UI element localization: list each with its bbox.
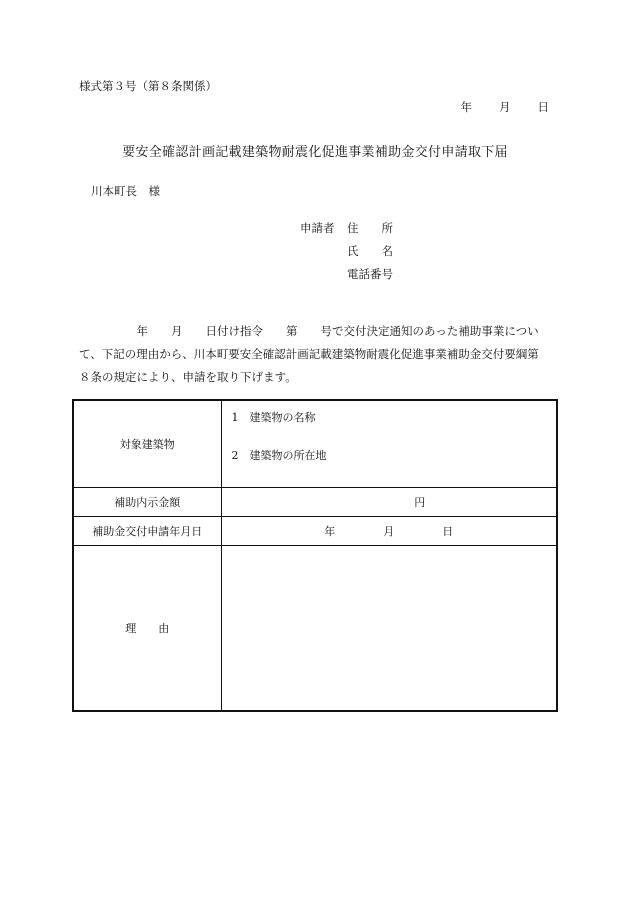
amount-cell[interactable] — [221, 487, 557, 516]
apply-date-day: 日 — [442, 524, 454, 538]
building-name-item: 1 建築物の名称 — [231, 411, 316, 424]
apply-date-cell[interactable] — [221, 516, 557, 545]
reason-label: 理 由 — [73, 545, 221, 711]
building-label: 対象建築物 — [73, 400, 221, 487]
applicant-address-label: 住 所 — [347, 221, 393, 235]
withdrawal-form-table — [72, 399, 558, 712]
body-line-2: て、下記の理由から、川本町要安全確認計画記載建築物耐震化促進事業補助金交付要綱第 — [79, 347, 539, 361]
header-date-month: 月 — [499, 100, 511, 114]
body-text — [79, 320, 551, 389]
applicant-name-label: 氏 名 — [347, 244, 393, 258]
amount-label: 補助内示金額 — [73, 487, 221, 516]
apply-date-year: 年 — [324, 524, 336, 538]
apply-date-month: 月 — [383, 524, 395, 538]
header-date-year: 年 — [460, 100, 472, 114]
header-date-day: 日 — [537, 100, 549, 114]
table-row-amount — [73, 487, 557, 516]
applicant-label: 申請者 — [300, 221, 335, 235]
amount-unit: 円 — [414, 495, 426, 509]
building-cell[interactable] — [221, 400, 557, 487]
body-line-1: 年 月 日付け指令 第 号で交付決定通知のあった補助事業につい — [79, 324, 539, 338]
form-number: 様式第３号（第８条関係） — [79, 79, 217, 93]
reason-cell[interactable] — [221, 545, 557, 711]
building-location-item: 2 建築物の所在地 — [231, 449, 327, 462]
document-title: 要安全確認計画記載建築物耐震化促進事業補助金交付申請取下届 — [122, 145, 508, 160]
applicant-phone-label: 電話番号 — [347, 267, 393, 281]
table-row-apply-date — [73, 516, 557, 545]
header-date — [0, 99, 549, 115]
apply-date-label: 補助金交付申請年月日 — [73, 516, 221, 545]
table-row-reason — [73, 545, 557, 711]
addressee: 川本町長 様 — [91, 184, 160, 198]
body-line-3: ８条の規定により、申請を取り下げます。 — [79, 370, 297, 384]
table-row-building — [73, 400, 557, 487]
applicant-block — [300, 221, 393, 290]
